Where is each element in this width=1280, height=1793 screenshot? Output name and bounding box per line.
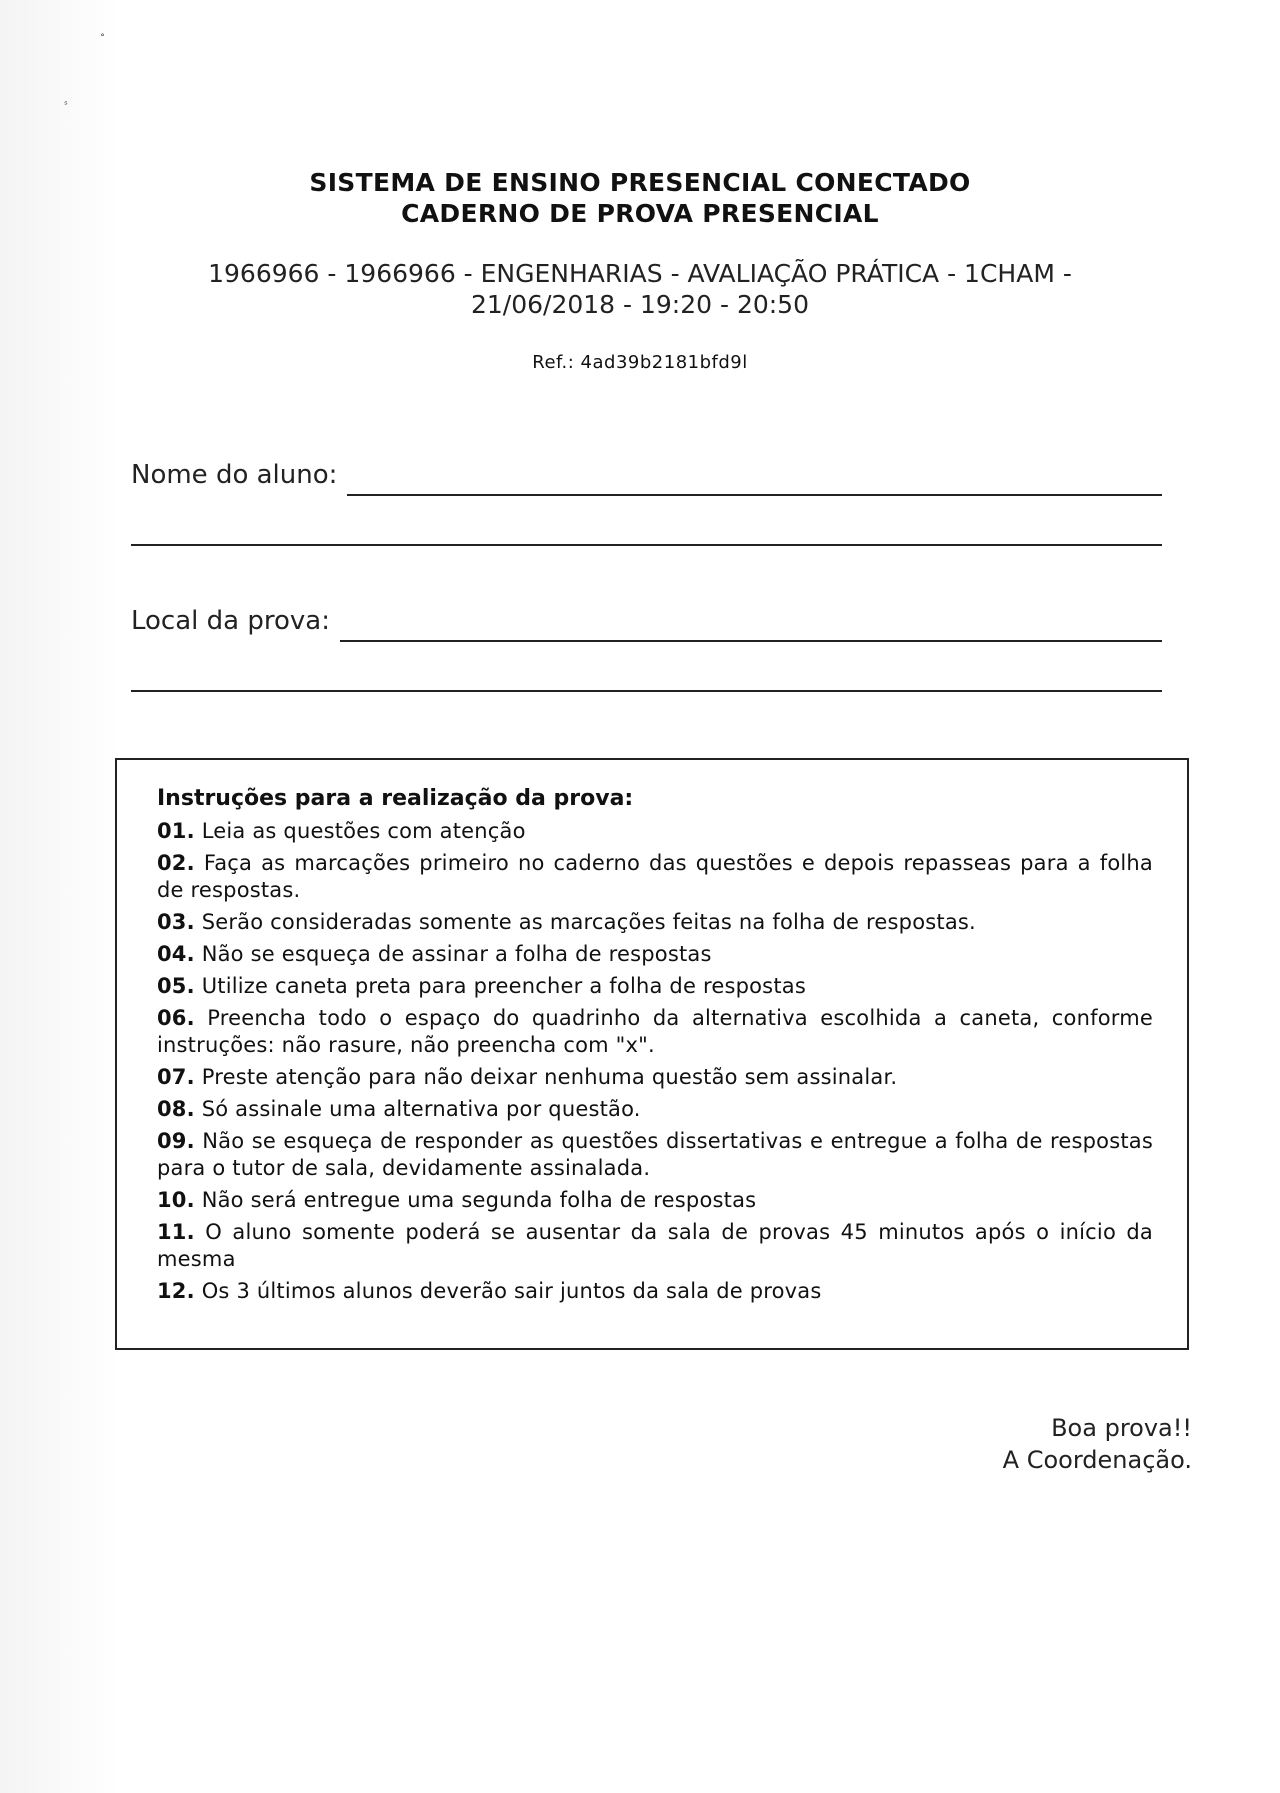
instruction-item	[157, 1064, 1153, 1091]
exam-info-line1: 1966966 - 1966966 - ENGENHARIAS - AVALIAÇÃO PRÁTICA - 1CHAM -	[208, 259, 1072, 288]
exam-location-line	[340, 640, 1162, 642]
student-name-line-2	[131, 544, 1162, 546]
instruction-text: Não será entregue uma segunda folha de respostas	[201, 1188, 757, 1212]
instruction-text: Não se esqueça de assinar a folha de respostas	[201, 942, 712, 966]
scan-speck: ˚	[100, 34, 105, 45]
instruction-item	[157, 850, 1153, 904]
instruction-item	[157, 1278, 1153, 1305]
instruction-number: 04.	[157, 942, 195, 966]
closing-signature: A Coordenação.	[1002, 1446, 1192, 1474]
instruction-item	[157, 1005, 1153, 1059]
instruction-item	[157, 818, 1153, 845]
instructions-title: Instruções para a realização da prova:	[157, 786, 634, 811]
closing-greeting: Boa prova!!	[1051, 1414, 1192, 1442]
instructions-box	[115, 758, 1189, 1350]
instruction-text: Leia as questões com atenção	[201, 819, 526, 843]
instruction-item	[157, 941, 1153, 968]
instruction-text: Preencha todo o espaço do quadrinho da alternativa escolhida a caneta, conforme instruções: não rasure, não preencha com "x".	[157, 1006, 1153, 1057]
instruction-number: 01.	[157, 819, 195, 843]
instruction-number: 03.	[157, 910, 195, 934]
instruction-number: 02.	[157, 851, 195, 875]
instruction-text: Só assinale uma alternativa por questão.	[201, 1097, 641, 1121]
instruction-text: O aluno somente poderá se ausentar da sala de provas 45 minutos após o início da mesma	[157, 1220, 1153, 1271]
scan-speck: ˢ	[64, 100, 68, 111]
instruction-text: Os 3 últimos alunos deverão sair juntos da sala de provas	[201, 1279, 822, 1303]
exam-location-line-2	[131, 690, 1162, 692]
instruction-item	[157, 1128, 1153, 1182]
instruction-number: 05.	[157, 974, 195, 998]
instruction-text: Faça as marcações primeiro no caderno das questões e depois repasseas para a folha de respostas.	[157, 851, 1153, 902]
instruction-number: 10.	[157, 1188, 195, 1212]
scan-edge-shadow	[0, 0, 120, 1793]
instruction-number: 12.	[157, 1279, 195, 1303]
reference-code: Ref.: 4ad39b2181bfd9l	[532, 352, 748, 373]
exam-info-line2: 21/06/2018 - 19:20 - 20:50	[470, 290, 809, 319]
instruction-number: 06.	[157, 1006, 195, 1030]
instruction-item	[157, 1187, 1153, 1214]
instruction-text: Não se esqueça de responder as questões dissertativas e entregue a folha de respostas para o tutor de sala, devidamente assinalada.	[157, 1129, 1153, 1180]
instruction-item	[157, 1096, 1153, 1123]
system-title: SISTEMA DE ENSINO PRESENCIAL CONECTADO	[309, 168, 971, 197]
exam-location-label: Local da prova:	[131, 606, 330, 636]
student-name-line	[347, 494, 1162, 496]
instruction-number: 08.	[157, 1097, 195, 1121]
instructions-list	[157, 818, 1153, 1310]
booklet-title: CADERNO DE PROVA PRESENCIAL	[401, 199, 879, 228]
instruction-text: Utilize caneta preta para preencher a folha de respostas	[201, 974, 806, 998]
instruction-text: Preste atenção para não deixar nenhuma questão sem assinalar.	[201, 1065, 898, 1089]
instruction-number: 07.	[157, 1065, 195, 1089]
instruction-item	[157, 973, 1153, 1000]
student-name-label: Nome do aluno:	[131, 460, 338, 490]
instruction-number: 11.	[157, 1220, 195, 1244]
exam-info	[180, 258, 1100, 320]
instruction-item	[157, 1219, 1153, 1273]
instruction-number: 09.	[157, 1129, 195, 1153]
instruction-text: Serão consideradas somente as marcações feitas na folha de respostas.	[201, 910, 976, 934]
closing-message	[1003, 1412, 1192, 1476]
instruction-item	[157, 909, 1153, 936]
